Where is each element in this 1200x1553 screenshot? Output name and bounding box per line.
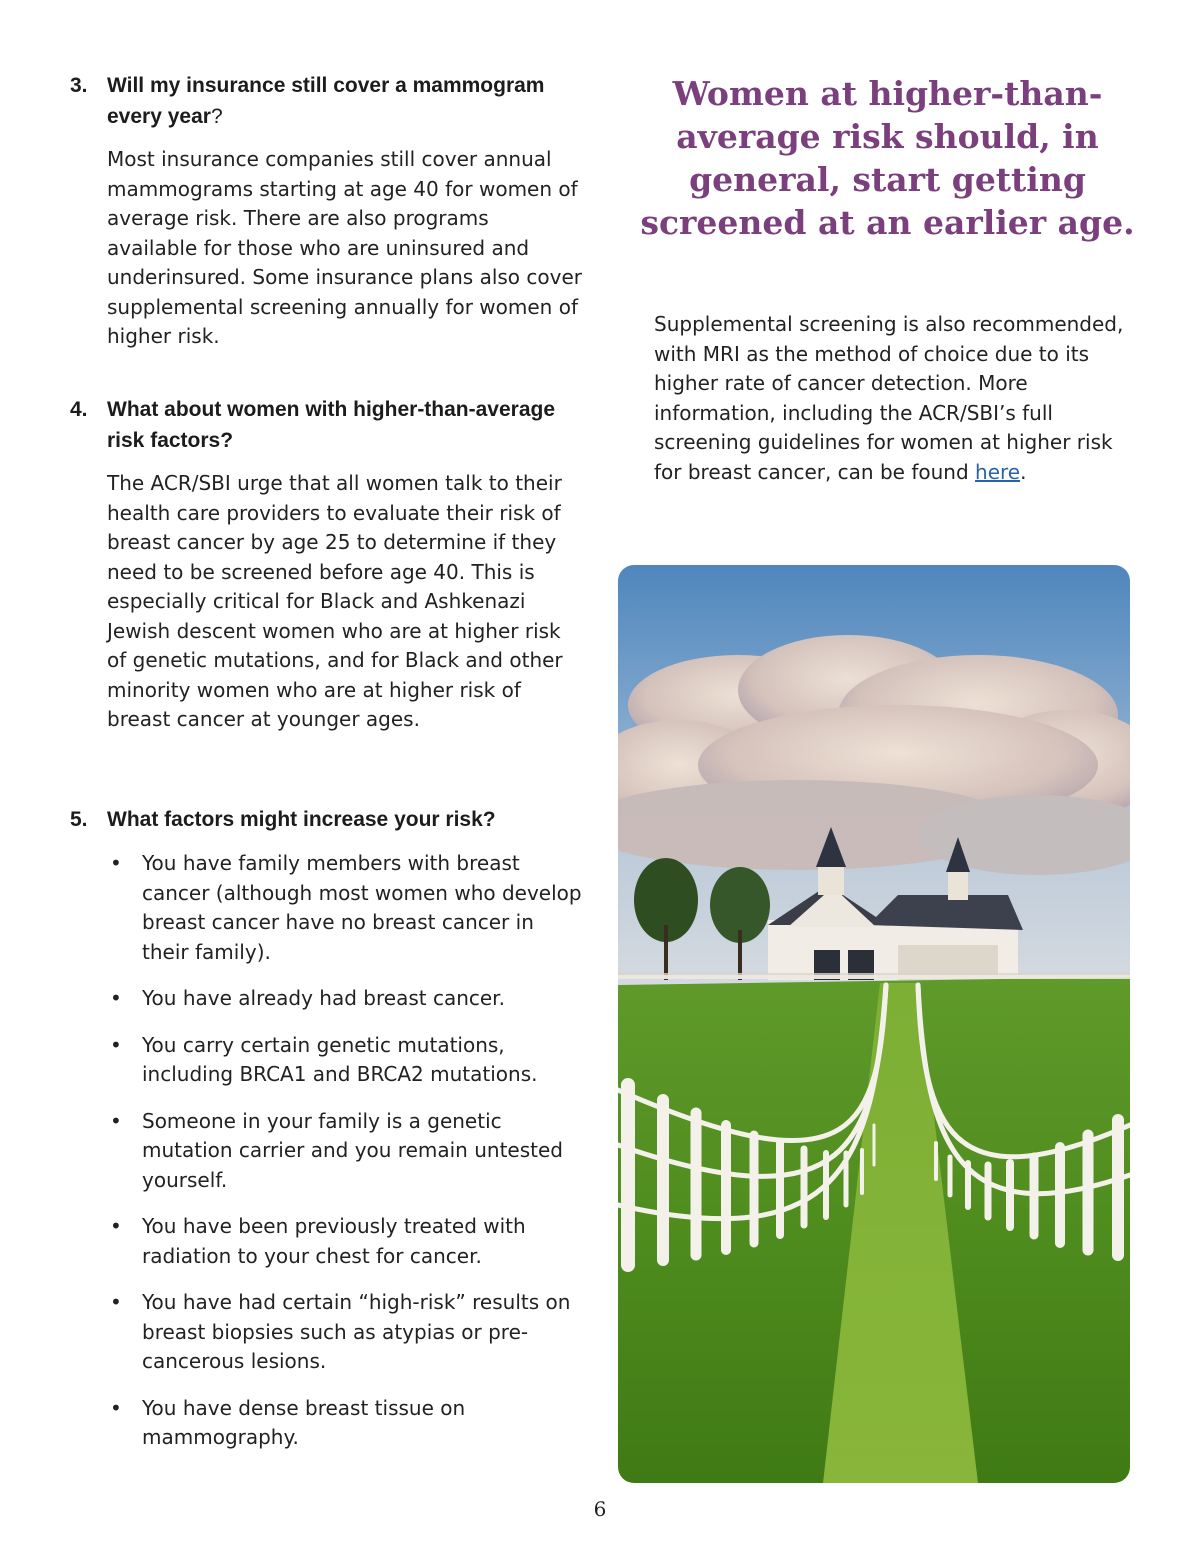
- list-item: • You have dense breast tissue on mammography.: [110, 1395, 466, 1449]
- list-item: • You have been previously treated with radiation to your chest for cancer.: [110, 1214, 526, 1268]
- question-5-text: What factors might increase your risk?: [107, 808, 496, 831]
- paragraph-text: Supplemental screening is also recommended, with MRI as the method of choice due to its higher rate of cancer detection. More information, including the ACR/SBI’s full screening guidelines for women at higher risk for breast cancer, can be found: [654, 312, 1124, 484]
- paragraph-end: .: [1020, 459, 1027, 484]
- question-5-number: 5.: [70, 808, 88, 831]
- list-item: • You carry certain genetic mutations, including BRCA1 and BRCA2 mutations.: [110, 1032, 538, 1086]
- question-3-number: 3.: [70, 74, 88, 97]
- question-3-text: Will my insurance still cover a mammogram every year: [107, 74, 545, 128]
- supplemental-screening-paragraph: [654, 310, 1144, 487]
- list-item: • You have had certain “high-risk” results on breast biopsies such as atypias or pre-cancerous lesions.: [110, 1290, 571, 1373]
- question-4-text: What about women with higher-than-average risk factors?: [107, 398, 556, 452]
- pull-quote: Women at higher-than-average risk should, in general, start getting screened at an earlier age.: [640, 74, 1135, 242]
- bullet-icon: •: [110, 1395, 122, 1420]
- here-link[interactable]: here: [975, 459, 1021, 484]
- page-number: 6: [593, 1497, 607, 1521]
- bullet-icon: •: [110, 986, 122, 1010]
- question-4-number: 4.: [70, 398, 88, 421]
- farm-landscape-photo: [618, 565, 1130, 1483]
- question-3-answer: Most insurance companies still cover annual mammograms starting at age 40 for women of average risk. There are also programs available for those who are uninsured and underinsured. Some insurance plans also cover supplemental screening annually for women of higher risk.: [107, 147, 582, 348]
- bullet-icon: •: [110, 851, 122, 875]
- question-4-heading: [70, 394, 585, 456]
- bullet-icon: •: [110, 1032, 122, 1057]
- question-5-heading: [70, 804, 585, 835]
- risk-factor-list: [70, 849, 585, 1453]
- cloud-shape: [618, 635, 1130, 875]
- question-5: [70, 804, 585, 1470]
- bullet-icon: •: [110, 1290, 122, 1314]
- bullet-icon: •: [110, 1214, 122, 1238]
- question-3: [70, 70, 585, 372]
- bullet-icon: •: [110, 1108, 122, 1133]
- question-4: [70, 394, 585, 755]
- question-3-heading: [70, 70, 585, 132]
- question-4-answer: The ACR/SBI urge that all women talk to their health care providers to evaluate their risk of breast cancer by age 25 to determine if they need to be screened before age 40. This is especially critical for Black and Ashkenazi Jewish descent women who are at higher risk of genetic mutations, and for Black and other minority women who are at higher risk of breast cancer at younger ages.: [107, 471, 563, 731]
- list-item: • You have family members with breast cancer (although most women who develop breast cancer have no breast cancer in their family).: [110, 851, 582, 964]
- list-item: • Someone in your family is a genetic mutation carrier and you remain untested yourself.: [110, 1108, 563, 1192]
- question-3-mark: ?: [210, 105, 223, 128]
- list-item: • You have already had breast cancer.: [70, 984, 585, 1014]
